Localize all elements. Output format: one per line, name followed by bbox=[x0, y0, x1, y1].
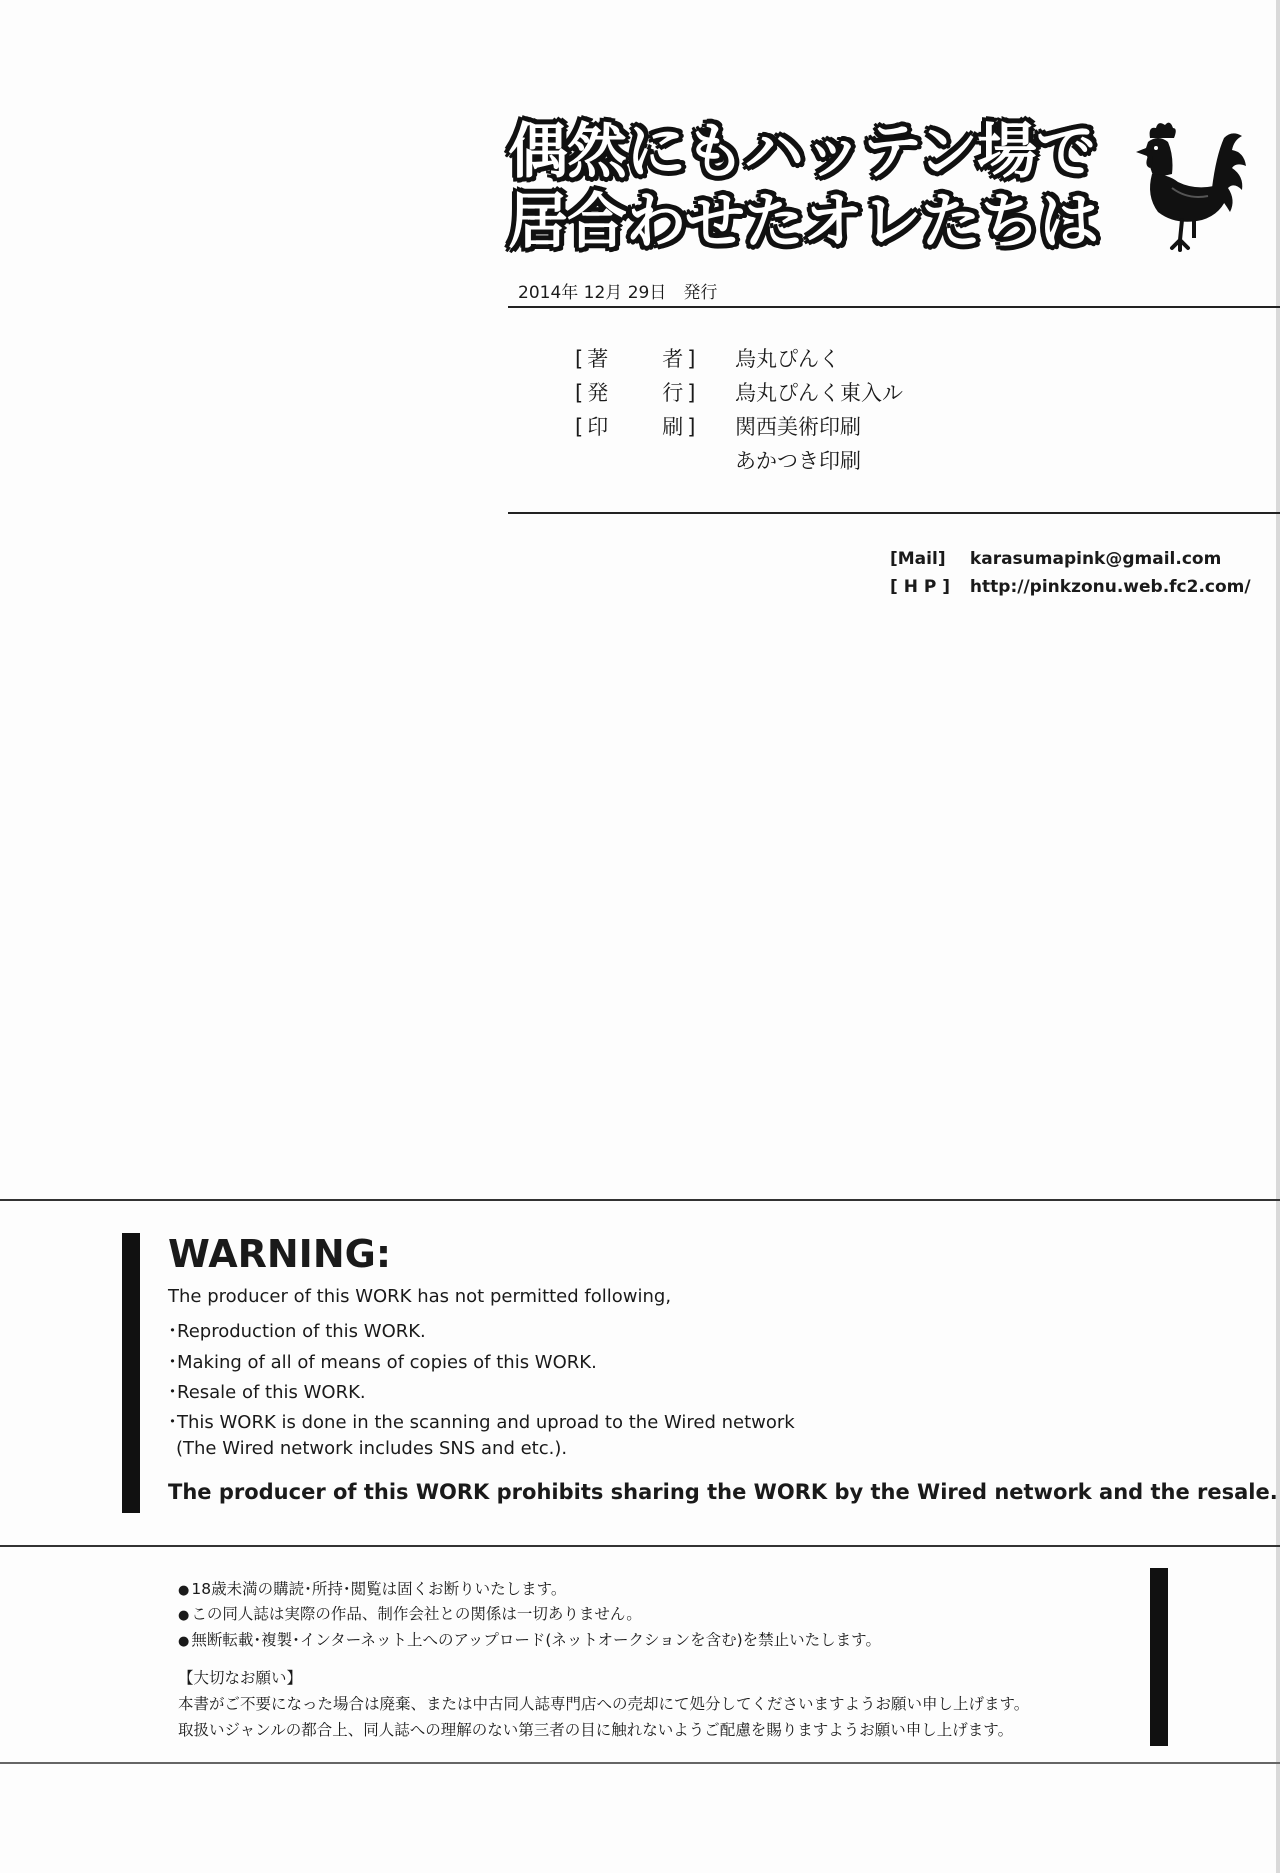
notice-line: 取扱いジャンルの都合上、同人誌への理解のない第三者の目に触れないようご配慮を賜りますようお願い申し上げます。 bbox=[178, 1721, 1014, 1739]
contact-hp bbox=[890, 577, 1251, 597]
divider-bottom bbox=[508, 512, 1280, 514]
notice-bottom-rule bbox=[0, 1762, 1280, 1764]
warning-final: The producer of this WORK prohibits sharing the WORK by the Wired network and the resale. bbox=[168, 1480, 1278, 1504]
warning-line: ･Resale of this WORK. bbox=[168, 1382, 366, 1403]
credit-value: 烏丸ぴんく bbox=[735, 347, 840, 371]
book-title-line-1: 偶然にもハッテン場で bbox=[508, 117, 1095, 187]
credit-value: 関西美術印刷 bbox=[735, 415, 861, 439]
notice-line: 本書がご不要になった場合は廃棄、または中古同人誌専門店への売却にて処分してくださいますようお願い申し上げます。 bbox=[178, 1695, 1030, 1713]
notice-bullet-text: この同人誌は実際の作品、制作会社との関係は一切ありません。 bbox=[191, 1605, 642, 1623]
warning-line: ･Reproduction of this WORK. bbox=[168, 1321, 426, 1342]
credit-label: [発 行] bbox=[575, 381, 700, 405]
credit-row-printer bbox=[575, 411, 861, 443]
bullet-symbol: ● bbox=[178, 1634, 190, 1649]
mail-label: [Mail] bbox=[890, 549, 946, 569]
bullet-symbol: ● bbox=[178, 1608, 190, 1623]
credit-value: 烏丸ぴんく東入ル bbox=[735, 381, 903, 405]
notice-bullet-text: 18歳未満の購読･所持･閲覧は固くお断りいたします。 bbox=[191, 1580, 567, 1598]
mail-value[interactable]: karasumapink@gmail.com bbox=[969, 549, 1222, 569]
warning-top-rule bbox=[0, 1199, 1280, 1201]
rooster-icon bbox=[1128, 116, 1248, 256]
bullet-symbol: ● bbox=[178, 1583, 190, 1598]
warning-bar bbox=[122, 1233, 140, 1513]
credit-row-printer-2 bbox=[575, 445, 861, 477]
book-title-line-2: 居合わせたオレたちは bbox=[508, 187, 1098, 257]
credit-row-author bbox=[575, 343, 840, 375]
warning-line: The producer of this WORK has not permitted following, bbox=[168, 1286, 672, 1307]
warning-line: (The Wired network includes SNS and etc.). bbox=[176, 1438, 568, 1459]
warning-title: WARNING: bbox=[168, 1232, 392, 1276]
credit-label: [著 者] bbox=[575, 347, 700, 371]
contact-mail bbox=[890, 549, 1221, 569]
notice-top-rule bbox=[0, 1545, 1280, 1547]
credit-row-publisher bbox=[575, 377, 903, 409]
warning-line: ･This WORK is done in the scanning and uproad to the Wired network bbox=[168, 1412, 795, 1433]
hp-label: [ H P ] bbox=[890, 577, 950, 597]
divider-top bbox=[508, 306, 1280, 308]
notice-bullet bbox=[178, 1577, 566, 1599]
notice-bullet-text: 無断転載･複製･インターネット上へのアップロード(ネットオークションを含む)を禁止いたします。 bbox=[191, 1631, 881, 1649]
notice-heading: 【大切なお願い】 bbox=[178, 1669, 303, 1687]
notice-bullet bbox=[178, 1628, 881, 1650]
hp-value[interactable]: http://pinkzonu.web.fc2.com/ bbox=[969, 577, 1251, 597]
notice-bullet bbox=[178, 1602, 642, 1624]
publish-date: 2014年 12月 29日 発行 bbox=[518, 283, 718, 303]
credit-value: あかつき印刷 bbox=[735, 449, 861, 473]
page-edge bbox=[1276, 0, 1280, 1873]
warning-line: ･Making of all of means of copies of this WORK. bbox=[168, 1352, 597, 1373]
notice-bar bbox=[1150, 1568, 1168, 1746]
credit-label: [印 刷] bbox=[575, 415, 700, 439]
